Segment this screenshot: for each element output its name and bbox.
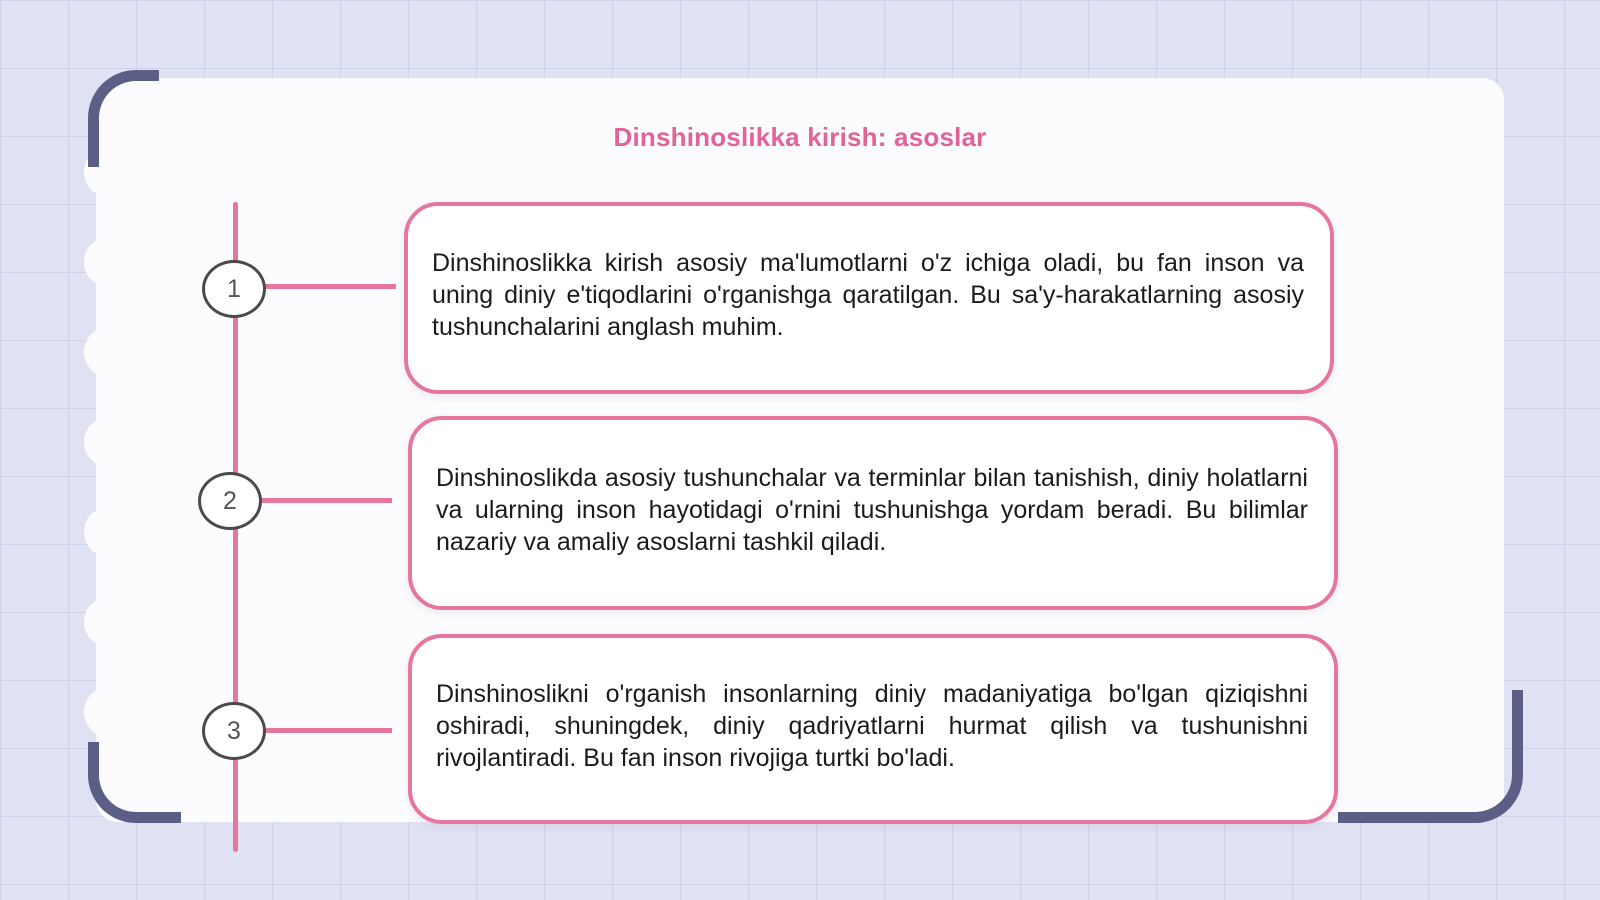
- timeline-connector: [262, 728, 392, 733]
- paper-edge-scallop: [84, 328, 128, 376]
- step-number-circle: 2: [198, 472, 262, 530]
- step-text: Dinshinoslikda asosiy tushunchalar va terminlar bilan tanishish, diniy holatlarni va ularning inson hayotidagi o'rnini tushunishga yordam beradi. Bu bilimlar nazariy va amaliy asoslarni tashkil qiladi.: [436, 464, 1308, 556]
- slide-title: Dinshinoslikka kirish: asoslar: [613, 122, 987, 152]
- step-number-circle: 3: [202, 702, 266, 760]
- corner-bracket-bottom-right: [1338, 690, 1523, 823]
- timeline-connector: [262, 284, 396, 289]
- step-text: Dinshinoslikka kirish asosiy ma'lumotlarni o'z ichiga oladi, bu fan inson va uning diniy e'tiqodlarini o'rganishga qaratilgan. Bu sa'y-harakatlarning asosiy tushunchalarini anglash muhim.: [432, 249, 1304, 341]
- step-text: Dinshinoslikni o'rganish insonlarning diniy madaniyatiga bo'lgan qiziqishni oshiradi, shuningdek, diniy qadriyatlarni hurmat qilish va tushunishni rivojlantiradi. Bu fan inson rivojiga turtki bo'ladi.: [436, 680, 1308, 772]
- paper-edge-scallop: [84, 688, 128, 736]
- step-card: [408, 634, 1338, 824]
- paper-edge-scallop: [84, 418, 128, 466]
- step-card: [408, 416, 1338, 610]
- paper-edge-scallop: [84, 598, 128, 646]
- step-card: [404, 202, 1334, 394]
- paper-edge-scallop: [84, 238, 128, 286]
- paper-edge-scallop: [84, 508, 128, 556]
- step-number-circle: 1: [202, 260, 266, 318]
- timeline-connector: [258, 498, 392, 503]
